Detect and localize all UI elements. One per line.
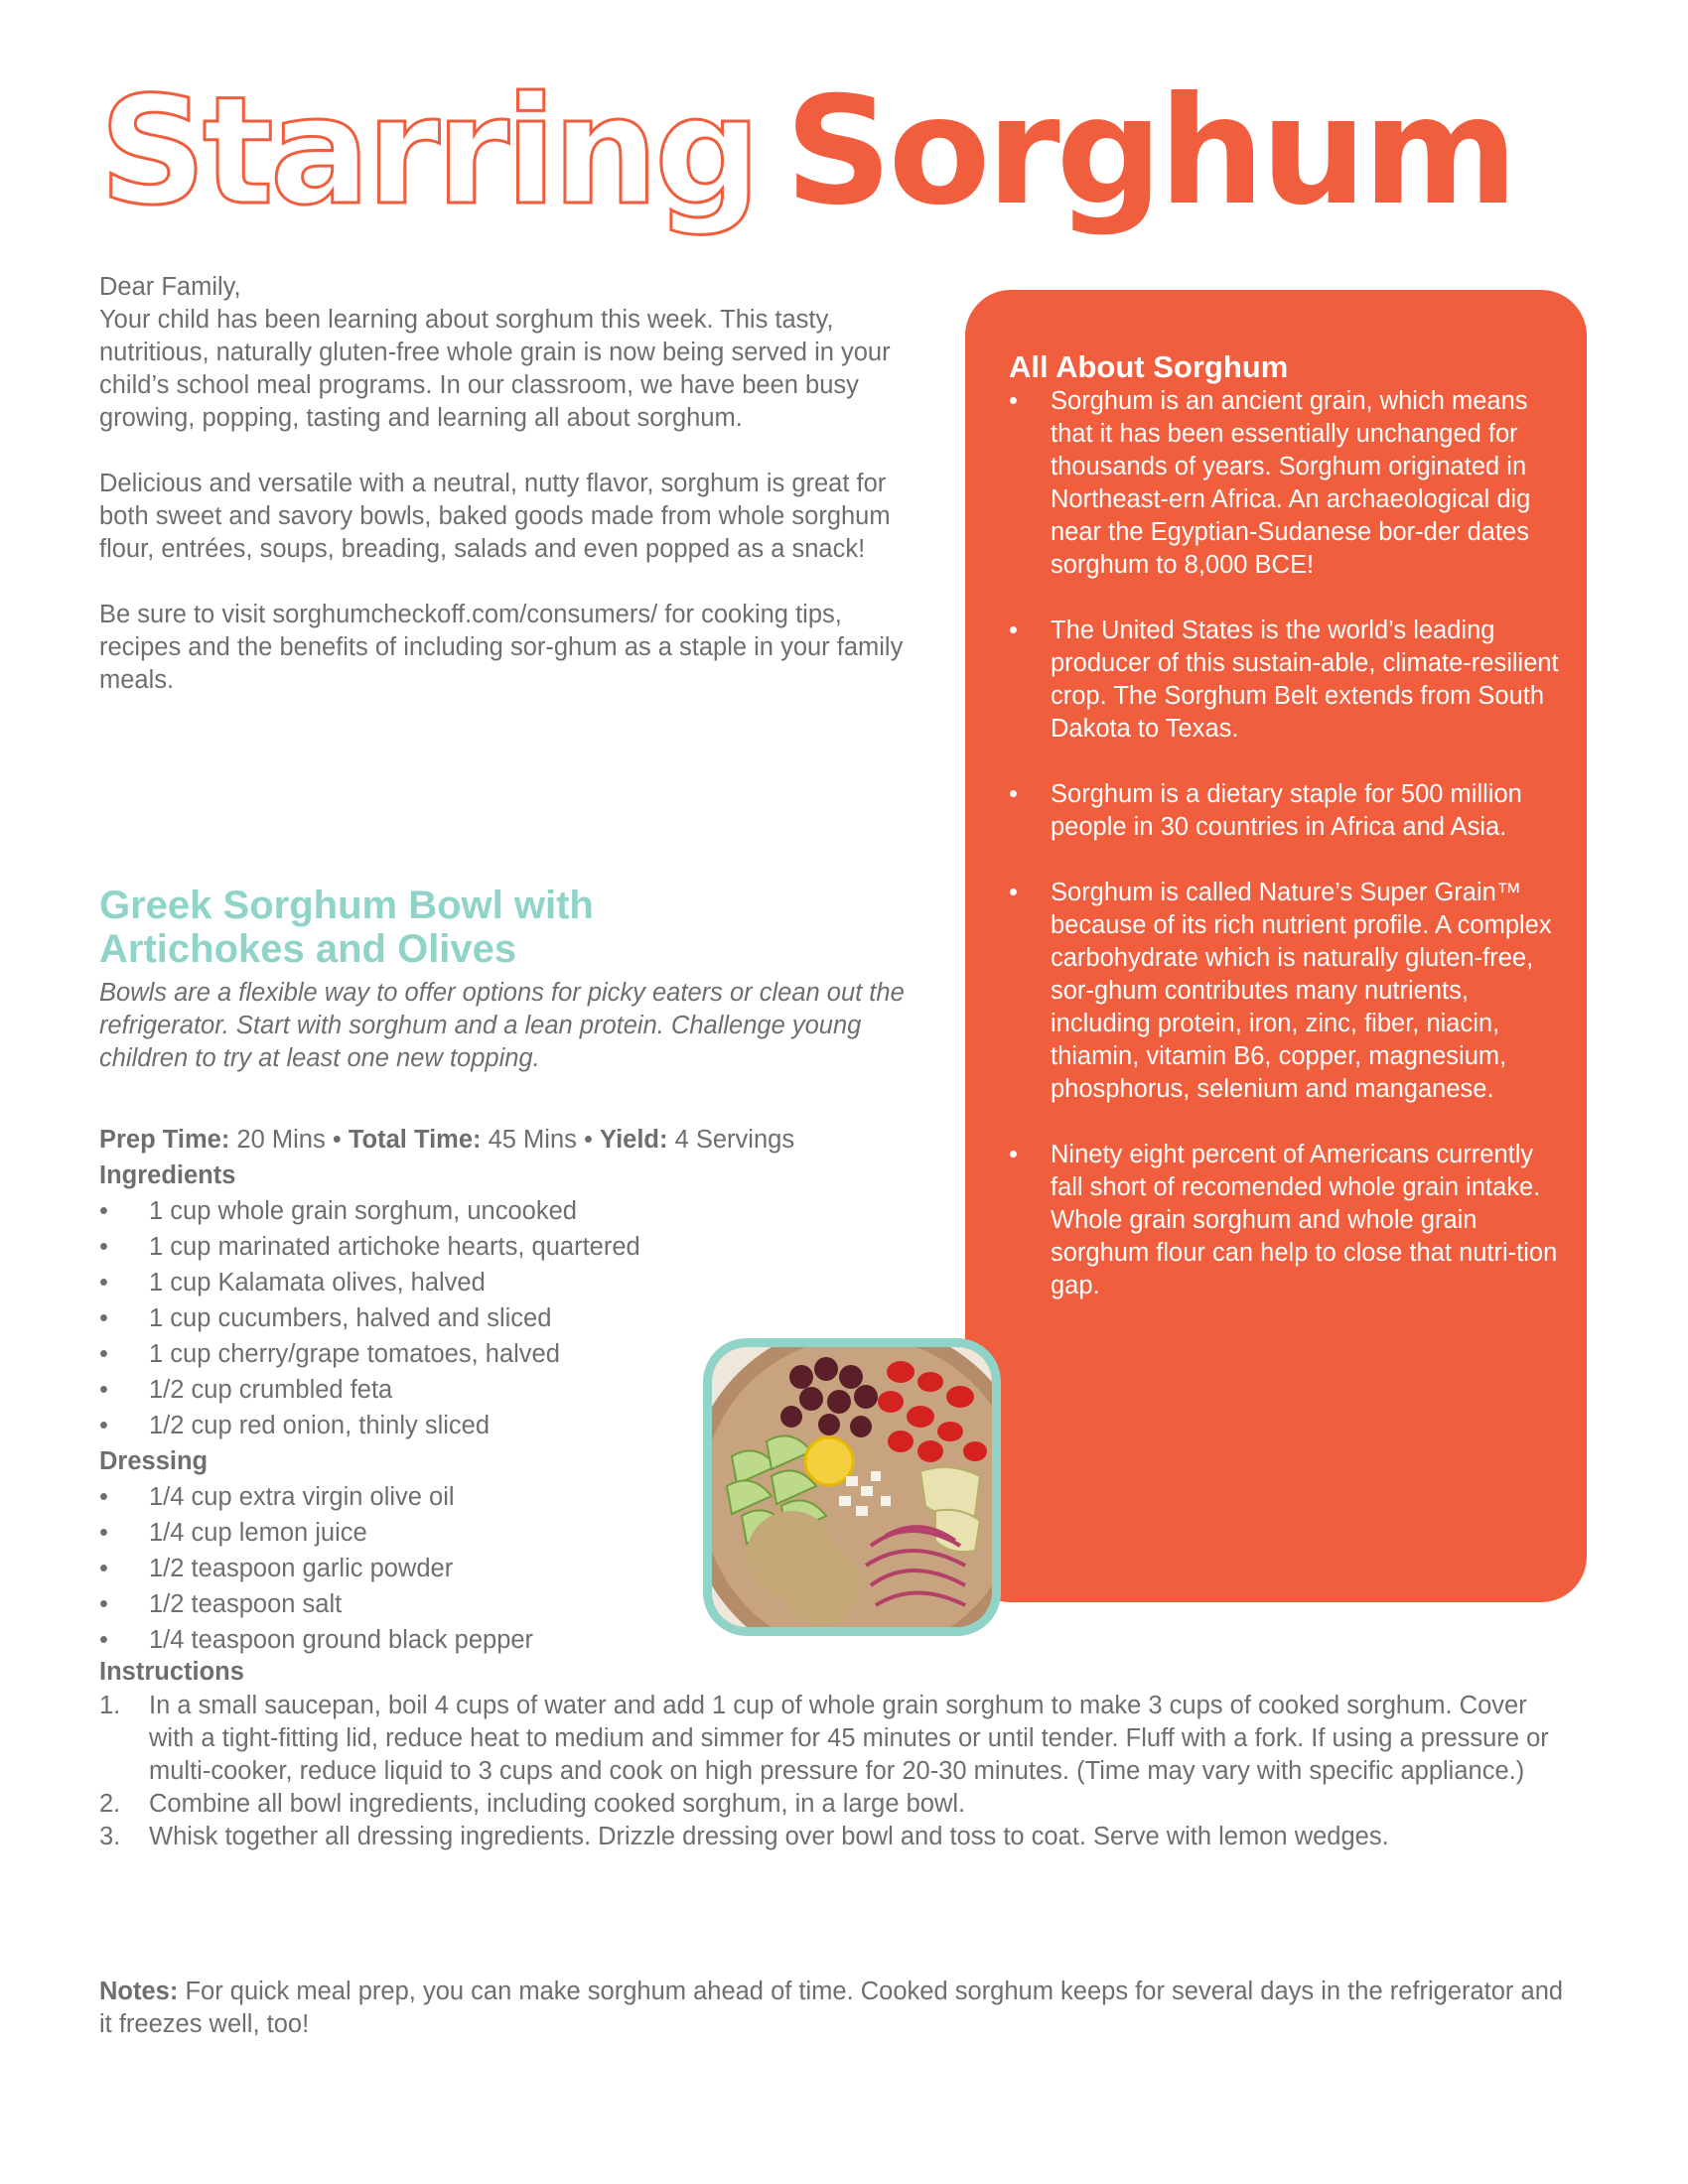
bullet-icon: • <box>1009 780 1018 808</box>
prep-time-label: Prep Time: <box>99 1126 230 1154</box>
ingredient-item <box>99 1408 715 1443</box>
step-text: In a small saucepan, boil 4 cups of water and add 1 cup of whole grain sorghum to make 3 cups of cooked sorghum. Cover with a tight-fitting lid, reduce heat to medium and simmer for 45 minutes or until tender. Fluff with a fork. If using a pressure or multi-cooker, reduce liquid to 3 cups and cook on high pressure for 20-30 minutes. (Time may vary with specific appliance.) <box>149 1692 1549 1785</box>
bullet-icon: • <box>99 1304 108 1332</box>
separator: • <box>583 1126 593 1154</box>
intro-letter <box>99 271 914 730</box>
dressing-item <box>99 1586 715 1622</box>
recipe-title: Greek Sorghum Bowl with Artichokes and Olives <box>99 884 594 971</box>
notes-text: For quick meal prep, you can make sorghum ahead of time. Cooked sorghum keeps for several days in the refrigerator and it freezes well, too! <box>99 1978 1564 2038</box>
sidebar-list <box>965 385 1561 1335</box>
instructions-section <box>99 1654 1569 1853</box>
bullet-icon: • <box>1009 616 1018 644</box>
yield-value: 4 Servings <box>674 1126 795 1154</box>
bullet-icon: • <box>99 1197 108 1225</box>
recipe-meta <box>99 1124 794 1157</box>
bullet-icon: • <box>99 1483 108 1511</box>
ingredient-text: 1 cup marinated artichoke hearts, quartered <box>149 1233 640 1261</box>
dressing-text: 1/4 cup lemon juice <box>149 1519 367 1547</box>
step-number: 1. <box>99 1692 121 1719</box>
sidebar-item <box>965 778 1561 844</box>
sidebar-heading: All About Sorghum <box>1009 349 1289 384</box>
total-time-label: Total Time: <box>348 1126 482 1154</box>
bullet-icon: • <box>99 1269 108 1297</box>
dressing-item <box>99 1622 715 1658</box>
sidebar-item <box>965 877 1561 1106</box>
dressing-text: 1/2 teaspoon salt <box>149 1590 343 1618</box>
ingredient-item <box>99 1300 715 1336</box>
title-solid-word: Sorghum <box>784 66 1514 238</box>
dressing-text: 1/4 teaspoon ground black pepper <box>149 1626 534 1654</box>
ingredients-heading: Ingredients <box>99 1161 236 1189</box>
step-text: Combine all bowl ingredients, including cooked sorghum, in a large bowl. <box>149 1790 966 1818</box>
bullet-icon: • <box>99 1519 108 1547</box>
title-outline-word: Starring <box>99 66 758 238</box>
instructions-list <box>99 1690 1569 1853</box>
ingredient-item <box>99 1265 715 1300</box>
step-number: 2. <box>99 1790 121 1818</box>
instructions-heading: Instructions <box>99 1658 244 1686</box>
all-about-sorghum-box <box>965 290 1587 1602</box>
ingredient-item <box>99 1372 715 1408</box>
sidebar-item <box>965 385 1561 582</box>
instruction-step <box>99 1788 1569 1821</box>
bullet-icon: • <box>1009 1141 1018 1168</box>
sidebar-item-text: The United States is the world’s leading producer of this sustain-able, climate-resilient crop. The Sorghum Belt extends from South Dakota to Texas. <box>1051 616 1559 743</box>
bullet-icon: • <box>99 1376 108 1404</box>
ingredient-item <box>99 1336 715 1372</box>
intro-paragraph: Delicious and versatile with a neutral, nutty flavor, sorghum is great for both sweet and savory bowls, baked goods made from whole sorghum flour, entrées, soups, breading, salads and even popped as a snack! <box>99 470 891 563</box>
sidebar-item-text: Ninety eight percent of Americans currently fall short of recomended whole grain intake. Whole grain sorghum and whole grain sorghum flour can help to close that nutri-tion gap. <box>1051 1141 1558 1299</box>
bullet-icon: • <box>99 1233 108 1261</box>
ingredient-text: 1 cup Kalamata olives, halved <box>149 1269 486 1297</box>
dressing-item <box>99 1515 715 1551</box>
ingredients-list <box>99 1193 715 1443</box>
notes-label: Notes: <box>99 1978 179 2005</box>
step-text: Whisk together all dressing ingredients. Drizzle dressing over bowl and toss to coat. Serve with lemon wedges. <box>149 1823 1389 1850</box>
bullet-icon: • <box>99 1555 108 1582</box>
sidebar-item-text: Sorghum is an ancient grain, which means that it has been essentially unchanged for thousands of years. Sorghum originated in Northeast-ern Africa. An archaeological dig near the Egyptian-Sudanese bor-der dates sorghum to 8,000 BCE! <box>1051 387 1531 579</box>
sidebar-item-text: Sorghum is a dietary staple for 500 million people in 30 countries in Africa and Asia. <box>1051 780 1522 841</box>
ingredient-text: 1/2 cup red onion, thinly sliced <box>149 1412 491 1439</box>
sidebar-item <box>965 1139 1561 1302</box>
ingredient-item <box>99 1229 715 1265</box>
intro-paragraph: Your child has been learning about sorghum this week. This tasty, nutritious, naturally gluten-free whole grain is now being served in your child’s school meal programs. In our classroom, we have been busy growing, popping, tasting and learning all about sorghum. <box>99 306 891 432</box>
dressing-item <box>99 1479 715 1515</box>
yield-label: Yield: <box>600 1126 668 1154</box>
ingredient-text: 1 cup cherry/grape tomatoes, halved <box>149 1340 560 1368</box>
dressing-heading: Dressing <box>99 1447 209 1475</box>
bullet-icon: • <box>1009 879 1018 906</box>
prep-time-value: 20 Mins <box>236 1126 326 1154</box>
ingredient-text: 1/2 cup crumbled feta <box>149 1376 393 1404</box>
bullet-icon: • <box>1009 387 1018 415</box>
step-number: 3. <box>99 1823 121 1850</box>
sidebar-item <box>965 614 1561 746</box>
ingredient-text: 1 cup cucumbers, halved and sliced <box>149 1304 552 1332</box>
dressing-text: 1/2 teaspoon garlic powder <box>149 1555 454 1582</box>
bullet-icon: • <box>99 1412 108 1439</box>
dressing-item <box>99 1551 715 1586</box>
separator: • <box>332 1126 342 1154</box>
bowl-illustration <box>712 1347 992 1627</box>
instruction-step <box>99 1821 1569 1853</box>
ingredient-item <box>99 1193 715 1229</box>
notes <box>99 1976 1569 2041</box>
dressing-list <box>99 1479 715 1658</box>
bullet-icon: • <box>99 1590 108 1618</box>
bullet-icon: • <box>99 1340 108 1368</box>
bullet-icon: • <box>99 1626 108 1654</box>
ingredient-text: 1 cup whole grain sorghum, uncooked <box>149 1197 577 1225</box>
instruction-step <box>99 1690 1569 1788</box>
ingredients-section <box>99 1158 715 1658</box>
total-time-value: 45 Mins <box>488 1126 577 1154</box>
sidebar-item-text: Sorghum is called Nature’s Super Grain™ because of its rich nutrient profile. A complex carbohydrate which is naturally gluten-free, sor-ghum contributes many nutrients, including protein, iron, zinc, fiber, niacin, thiamin, vitamin B6, copper, magnesium, phosphorus, selenium and manganese. <box>1051 879 1552 1103</box>
intro-paragraph: Be sure to visit sorghumcheckoff.com/consumers/ for cooking tips, recipes and the benefits of including sor-ghum as a staple in your family meals. <box>99 601 904 694</box>
recipe-description: Bowls are a flexible way to offer options for picky eaters or clean out the refrigerator. Start with sorghum and a lean protein. Challenge young children to try at least one new topping. <box>99 979 905 1072</box>
dressing-text: 1/4 cup extra virgin olive oil <box>149 1483 455 1511</box>
greeting: Dear Family, <box>99 273 241 301</box>
page-title <box>99 66 1514 238</box>
greek-sorghum-bowl-photo <box>703 1338 1001 1636</box>
